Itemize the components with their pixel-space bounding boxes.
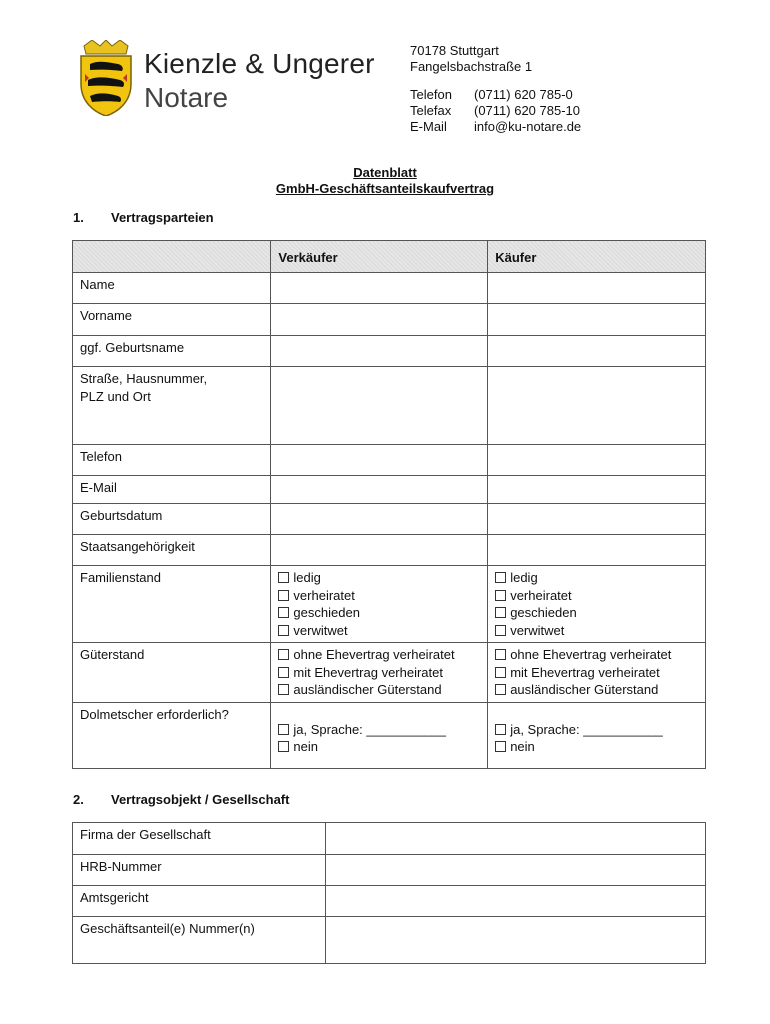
option-label: ledig	[510, 570, 538, 585]
seller-staat-field[interactable]	[271, 535, 488, 566]
buyer-geburtsname-field[interactable]	[488, 336, 706, 367]
option-label: ledig	[293, 570, 321, 585]
buyer-geburtsdatum-field[interactable]	[488, 504, 706, 535]
buyer-name-field[interactable]	[488, 273, 706, 304]
checkbox-option[interactable]	[495, 738, 698, 756]
checkbox-option[interactable]	[495, 721, 698, 739]
table-row	[73, 476, 706, 504]
table-row	[73, 445, 706, 476]
checkbox-option[interactable]	[495, 646, 698, 664]
table-row	[73, 566, 706, 643]
checkbox-option[interactable]	[495, 569, 698, 587]
checkbox-option[interactable]	[278, 604, 480, 622]
option-label: geschieden	[293, 605, 360, 620]
checkbox-icon[interactable]	[495, 607, 506, 618]
table-row	[73, 535, 706, 566]
checkbox-icon[interactable]	[278, 649, 289, 660]
header-buyer: Käufer	[488, 241, 706, 273]
seller-vorname-field[interactable]	[271, 304, 488, 336]
checkbox-icon[interactable]	[278, 724, 289, 735]
row-label: ggf. Geburtsname	[73, 336, 271, 367]
checkbox-option[interactable]	[278, 587, 480, 605]
contact-label: Telefon	[410, 87, 452, 102]
option-label: verheiratet	[510, 587, 572, 603]
checkbox-icon[interactable]	[278, 741, 289, 752]
buyer-address-field[interactable]	[488, 367, 706, 445]
checkbox-icon[interactable]	[278, 625, 289, 636]
row-label: Telefon	[73, 445, 271, 476]
table-row	[73, 504, 706, 535]
address-city: 70178 Stuttgart	[410, 43, 499, 58]
seller-address-field[interactable]	[271, 367, 488, 445]
firma-field[interactable]	[325, 823, 705, 855]
option-label: geschieden	[510, 605, 577, 620]
contact-value: info@ku-notare.de	[474, 119, 582, 134]
contact-label: E-Mail	[410, 119, 447, 134]
seller-telefon-field[interactable]	[271, 445, 488, 476]
address-street: Fangelsbachstraße 1	[410, 59, 533, 74]
buyer-familienstand-options	[488, 566, 706, 643]
seller-dolmetscher-options	[271, 702, 488, 768]
checkbox-option[interactable]	[495, 587, 698, 605]
seller-geburtsname-field[interactable]	[271, 336, 488, 367]
checkbox-icon[interactable]	[495, 590, 506, 601]
row-label	[73, 367, 271, 445]
option-label: ausländischer Güterstand	[293, 682, 442, 697]
buyer-gueterstand-options	[488, 643, 706, 703]
table-row	[73, 855, 706, 886]
row-label: Firma der Gesellschaft	[73, 823, 326, 855]
checkbox-icon[interactable]	[495, 684, 506, 695]
table-row	[73, 304, 706, 336]
section-title: Vertragsparteien	[111, 210, 214, 225]
row-label: Geschäftsanteil(e) Nummer(n)	[73, 917, 326, 964]
row-label: Dolmetscher erforderlich?	[73, 702, 271, 768]
section2-heading	[73, 792, 289, 807]
coat-of-arms-icon	[78, 40, 134, 116]
checkbox-option[interactable]	[495, 681, 698, 699]
option-label: verwitwet	[293, 622, 348, 638]
checkbox-icon[interactable]	[495, 649, 506, 660]
buyer-dolmetscher-options	[488, 702, 706, 768]
section-number: 2.	[73, 792, 84, 807]
company-table	[72, 822, 706, 964]
row-label: Name	[73, 273, 271, 304]
checkbox-icon[interactable]	[278, 667, 289, 678]
doc-title: Datenblatt	[353, 165, 417, 180]
row-label: Güterstand	[73, 643, 271, 703]
table-row	[73, 643, 706, 703]
checkbox-icon[interactable]	[495, 724, 506, 735]
checkbox-option[interactable]	[278, 646, 480, 664]
row-label: Familienstand	[73, 566, 271, 643]
buyer-staat-field[interactable]	[488, 535, 706, 566]
checkbox-icon[interactable]	[495, 572, 506, 583]
table-row	[73, 886, 706, 917]
seller-email-field[interactable]	[271, 476, 488, 504]
contact-value: (0711) 620 785-10	[474, 103, 581, 118]
checkbox-option[interactable]	[278, 681, 480, 699]
buyer-telefon-field[interactable]	[488, 445, 706, 476]
checkbox-icon[interactable]	[495, 667, 506, 678]
option-label: ohne Ehevertrag verheiratet	[293, 647, 455, 662]
table-header-row	[73, 241, 706, 273]
option-label: verheiratet	[293, 587, 355, 603]
section1-heading	[73, 210, 214, 225]
checkbox-option[interactable]	[278, 569, 480, 587]
row-label: HRB-Nummer	[73, 855, 326, 886]
seller-gueterstand-options	[271, 643, 488, 703]
logo-line2: Notare	[144, 82, 229, 113]
option-label: nein	[510, 739, 535, 754]
option-label: ausländischer Güterstand	[510, 682, 659, 697]
checkbox-option[interactable]	[278, 738, 480, 756]
table-row	[73, 917, 706, 964]
option-label: mit Ehevertrag verheiratet	[293, 664, 443, 680]
option-label: verwitwet	[510, 622, 565, 638]
parties-table	[72, 240, 706, 769]
row-label-line: Straße, Hausnummer,	[80, 371, 208, 386]
row-label: Staatsangehörigkeit	[73, 535, 271, 566]
row-label-line: PLZ und Ort	[80, 388, 151, 404]
contact-fax	[410, 103, 581, 119]
header-seller: Verkäufer	[271, 241, 488, 273]
option-label: mit Ehevertrag verheiratet	[510, 664, 660, 680]
header-empty-cell	[73, 241, 271, 273]
table-row	[73, 336, 706, 367]
contact-label: Telefax	[410, 103, 452, 118]
checkbox-option[interactable]	[495, 664, 698, 682]
logo-line1: Kienzle & Ungerer	[144, 48, 375, 79]
row-label: Vorname	[73, 304, 271, 336]
checkbox-icon[interactable]	[278, 590, 289, 601]
section-title: Vertragsobjekt / Gesellschaft	[111, 792, 290, 807]
checkbox-icon[interactable]	[278, 572, 289, 583]
contact-email	[410, 119, 581, 135]
option-label: nein	[293, 739, 318, 754]
checkbox-option[interactable]	[495, 604, 698, 622]
option-label: ohne Ehevertrag verheiratet	[510, 647, 672, 662]
table-row	[73, 273, 706, 304]
contact-value: (0711) 620 785-0	[474, 87, 573, 102]
checkbox-icon[interactable]	[278, 684, 289, 695]
table-row	[73, 367, 706, 445]
address-block	[410, 43, 581, 135]
checkbox-icon[interactable]	[495, 741, 506, 752]
logo	[78, 40, 388, 116]
anteile-field[interactable]	[325, 917, 705, 964]
seller-geburtsdatum-field[interactable]	[271, 504, 488, 535]
checkbox-option[interactable]	[278, 622, 480, 640]
hrb-field[interactable]	[325, 855, 705, 886]
doc-subtitle: GmbH-Geschäftsanteilskaufvertrag	[275, 181, 495, 196]
table-row	[73, 823, 706, 855]
row-label: Amtsgericht	[73, 886, 326, 917]
amtsgericht-field[interactable]	[325, 886, 705, 917]
checkbox-option[interactable]	[278, 721, 480, 739]
buyer-vorname-field[interactable]	[488, 304, 706, 336]
checkbox-icon[interactable]	[495, 625, 506, 636]
checkbox-icon[interactable]	[278, 607, 289, 618]
buyer-email-field[interactable]	[488, 476, 706, 504]
row-label: E-Mail	[73, 476, 271, 504]
checkbox-option[interactable]	[495, 622, 698, 640]
option-label: ja, Sprache: ___________	[510, 721, 663, 737]
option-label: ja, Sprache: ___________	[293, 721, 446, 737]
seller-name-field[interactable]	[271, 273, 488, 304]
row-label: Geburtsdatum	[73, 504, 271, 535]
seller-familienstand-options	[271, 566, 488, 643]
table-row	[73, 702, 706, 768]
checkbox-option[interactable]	[278, 664, 480, 682]
section-number: 1.	[73, 210, 84, 225]
contact-phone	[410, 87, 581, 103]
